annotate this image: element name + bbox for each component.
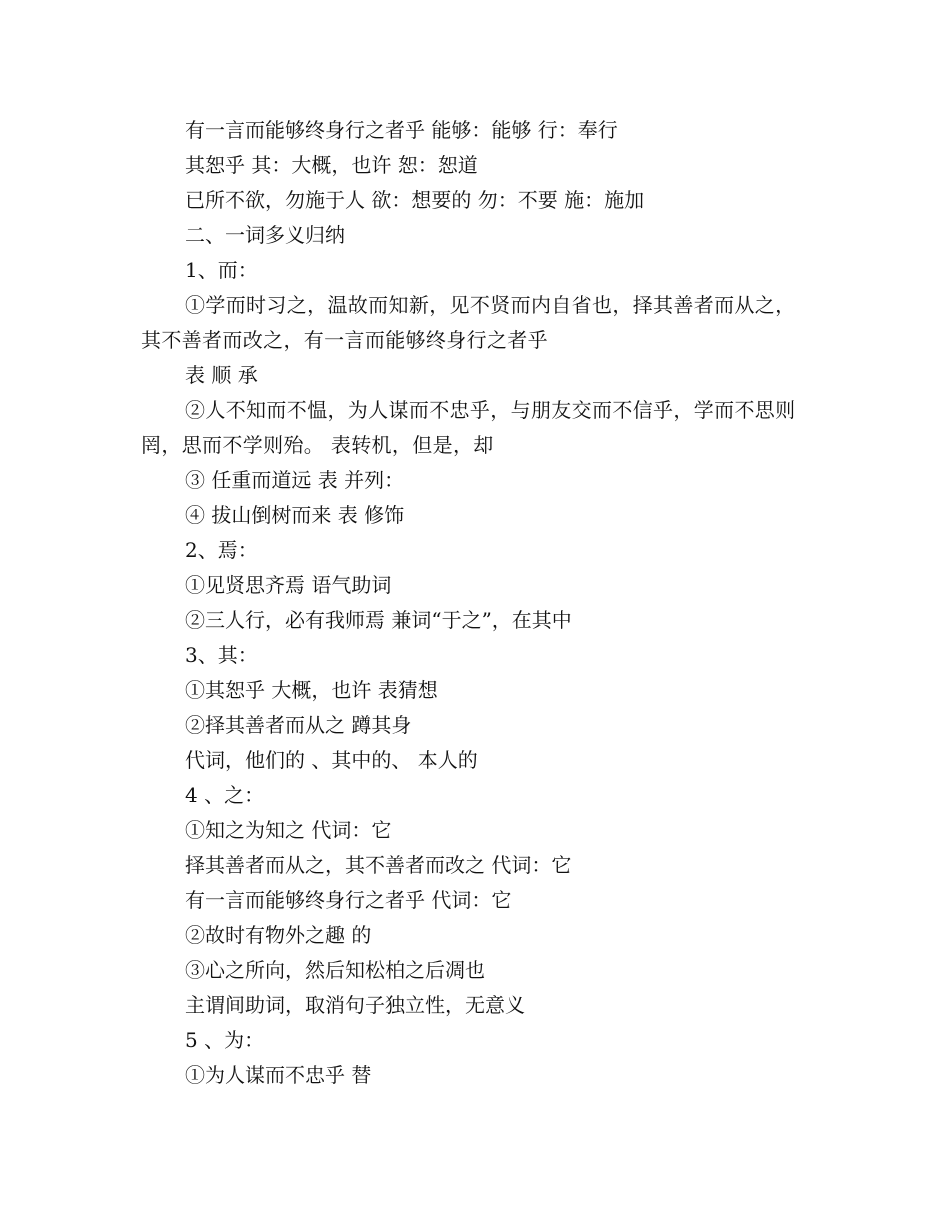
item-heading: 3、其： — [185, 643, 258, 667]
text-paragraph: ②人不知而不愠，为人谋而不忠乎，与朋友交而不信乎，学而不思则罔，思而不学则殆。 表转机，但是，却 — [141, 398, 796, 457]
text-line: 其恕乎 其：大概，也许 恕：恕道 — [185, 153, 478, 177]
text-line: ②故时有物外之趣 的 — [185, 923, 372, 947]
item-heading: 1、而： — [185, 258, 258, 282]
text-line: 表 顺 承 — [185, 363, 258, 387]
text-line: ②择其善者而从之 蹲其身 — [185, 713, 412, 737]
text-line: ①见贤思齐焉 语气助词 — [185, 573, 392, 597]
item-heading: 4 、之： — [185, 783, 265, 807]
document-body — [141, 113, 813, 1093]
text-line: ②三人行，必有我师焉 兼词“于之”，在其中 — [185, 608, 572, 632]
text-line: ③心之所向，然后知松柏之后凋也 — [185, 958, 485, 982]
text-line: ①其恕乎 大概，也许 表猜想 — [185, 678, 438, 702]
text-line: 已所不欲，勿施于人 欲：想要的 勿：不要 施：施加 — [185, 188, 645, 212]
text-line: ①为人谋而不忠乎 替 — [185, 1063, 372, 1087]
section-heading: 二、一词多义归纳 — [185, 223, 345, 247]
item-heading: 2、焉： — [185, 538, 258, 562]
item-heading: 5 、为： — [185, 1028, 265, 1052]
text-paragraph: ①学而时习之，温故而知新，见不贤而内自省也，择其善者而从之，其不善者而改之，有一言而能够终身行之者乎 — [141, 293, 796, 352]
text-line: ①知之为知之 代词：它 — [185, 818, 392, 842]
text-line: 主谓间助词，取消句子独立性，无意义 — [185, 993, 525, 1017]
text-line: 代词，他们的 、其中的、 本人的 — [185, 748, 478, 772]
text-line: 有一言而能够终身行之者乎 代词：它 — [185, 888, 512, 912]
text-line: ④ 拔山倒树而来 表 修饰 — [185, 503, 405, 527]
text-line: 择其善者而从之，其不善者而改之 代词：它 — [185, 853, 572, 877]
text-line: 有一言而能够终身行之者乎 能够：能够 行：奉行 — [185, 118, 618, 142]
text-line: ③ 任重而道远 表 并列： — [185, 468, 405, 492]
